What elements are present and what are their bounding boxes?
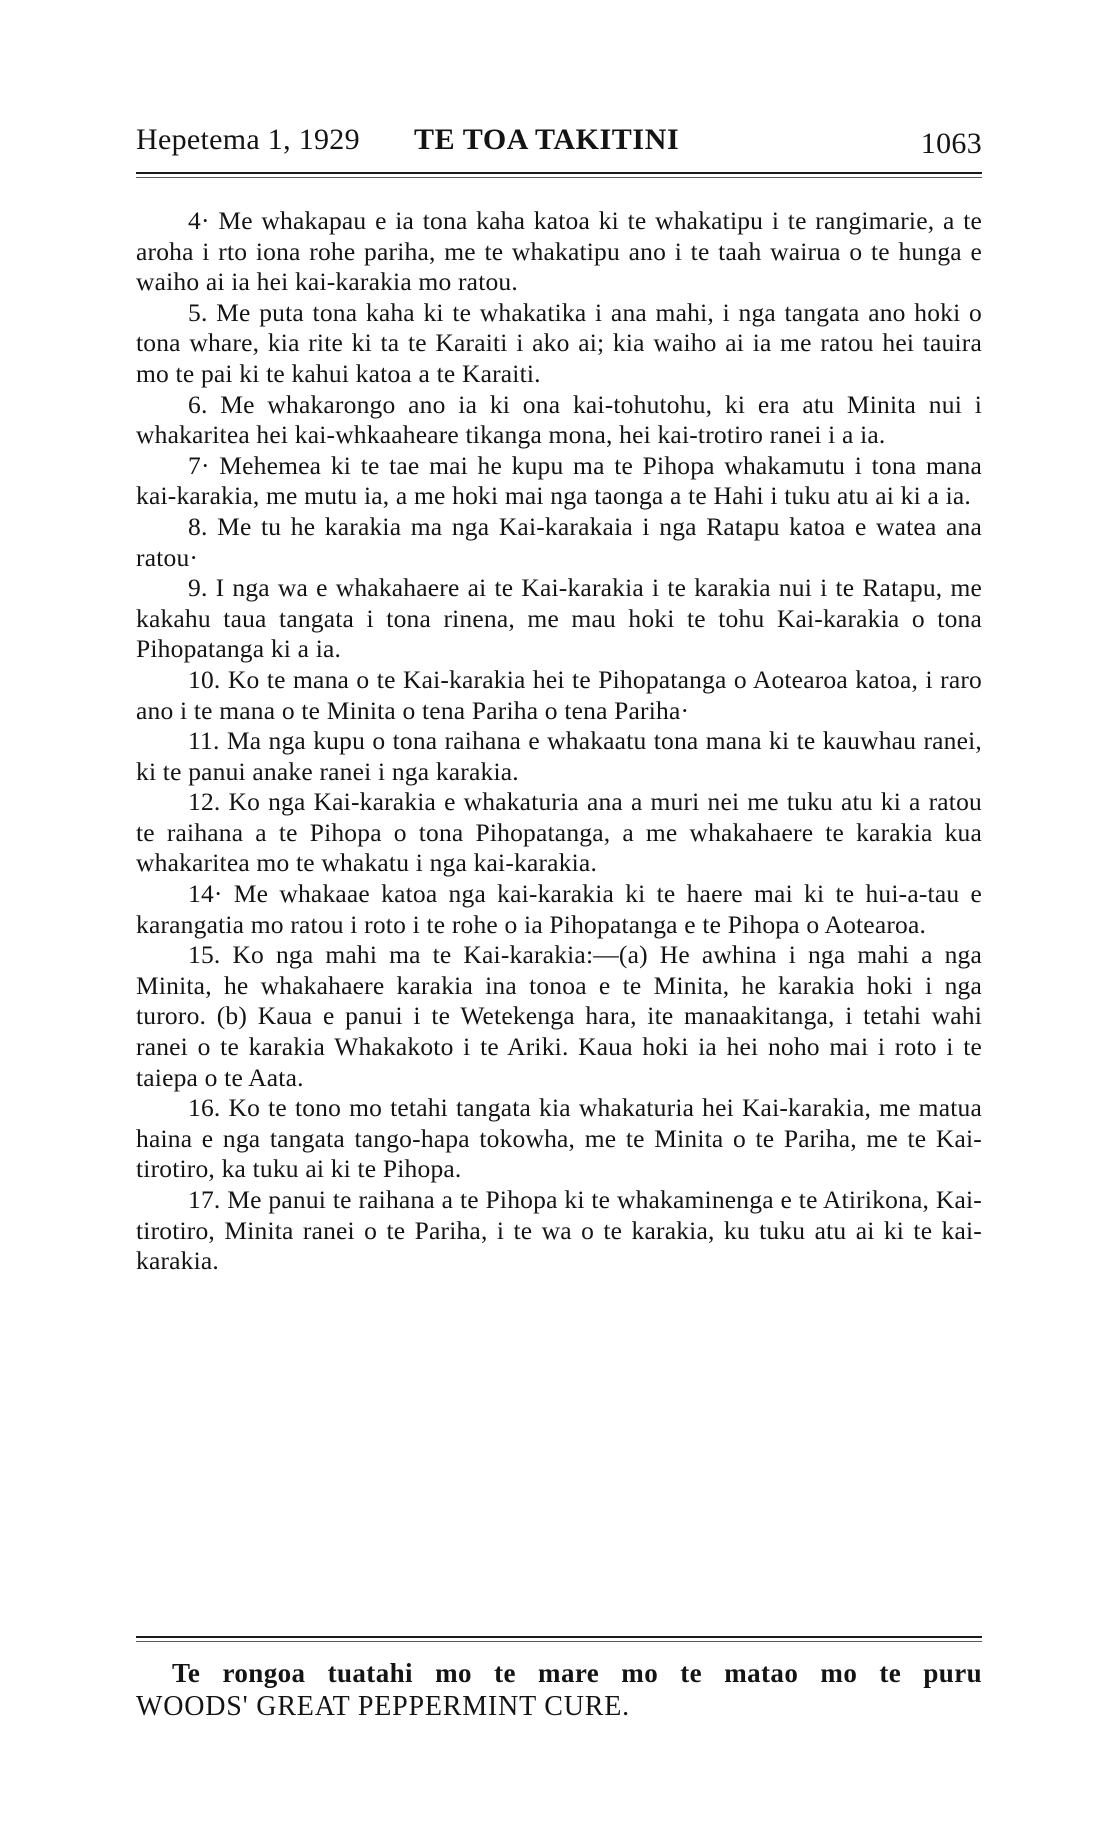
paragraph-15: 15. Ko nga mahi ma te Kai-karakia:—(a) He awhina i nga mahi a nga Minita, he whakahaere karakia ina tonoa e te Minita, he karakia hoki i nga turoro. (b) Kaua e panui i te Wetekenga hara, ite manaakitanga, i tetahi wahi ranei o te karakia Whakakoto i te Ariki. Kaua hoki ia hei noho mai i roto i te taiepa o te Aata. [136, 940, 982, 1092]
advert-product-name: WOODS' GREAT PEPPERMINT CURE. [136, 1691, 630, 1722]
paragraph-14: 14· Me whakaae katoa nga kai-karakia ki te haere mai ki te hui-a-tau e karangatia mo ratou i roto i te rohe o ia Pihopatanga e te Pihopa o Aotearoa. [136, 879, 982, 939]
paragraph-16: 16. Ko te tono mo tetahi tangata kia whakaturia hei Kai-karakia, me matua haina e nga tangata tango-hapa tokowha, me te Minita o te Pariha, me te Kai-tirotiro, ka tuku ai ki te Pihopa. [136, 1093, 982, 1184]
advertisement [136, 1656, 982, 1724]
article-body [136, 206, 982, 1277]
paragraph-10: 10. Ko te mana o te Kai-karakia hei te Pihopatanga o Aotearoa katoa, i raro ano i te mana o te Minita o tena Pariha o tena Pariha· [136, 664, 982, 725]
paragraph-12: 12. Ko nga Kai-karakia e whakaturia ana a muri nei me tuku atu ki a ratou te raihana a te Pihopa o tona Pihopatanga, a me whakahaere te karakia kua whakaritea mo te whakatu i nga kai-karakia. [136, 787, 982, 878]
paragraph-11: 11. Ma nga kupu o tona raihana e whakaatu tona mana ki te kauwhau ranei, ki te panui anake ranei i nga karakia. [136, 726, 982, 786]
paragraph-17: 17. Me panui te raihana a te Pihopa ki te whakaminenga e te Atirikona, Kai-tirotiro, Minita ranei o te Pariha, i te wa o te karakia, ku tuku atu ai ki te kai-karakia. [136, 1185, 982, 1276]
header-date: Hepetema 1, 1929 [136, 123, 360, 156]
paragraph-9: 9. I nga wa e whakahaere ai te Kai-karakia i te karakia nui i te Ratapu, me kakahu taua tangata i tona rinena, me mau hoki te tohu Kai-karakia o tona Pihopatanga ki a ia. [136, 573, 982, 664]
paragraph-5: 5. Me puta tona kaha ki te whakatika i ana mahi, i nga tangata ano hoki o tona whare, kia rite ki ta te Karaiti i ako ai; kia waiho ai ia me ratou hei tauira mo te pai ki te kahui katoa a te Karaiti. [136, 297, 982, 388]
advert-divider-thin [136, 1641, 982, 1642]
paragraph-7: 7· Mehemea ki te tae mai he kupu ma te Pihopa whakamutu i tona mana kai-karakia, me mutu ia, a me hoki mai nga taonga a te Hahi i tuku atu ai ki a ia. [136, 450, 982, 511]
page-header [136, 118, 982, 162]
paragraph-4: 4· Me whakapau e ia tona kaha katoa ki te whakatipu i te rangimarie, a te aroha i rto iona rohe pariha, me te whakatipu ano i te taah wairua o te hunga e waiho ai ia hei kai-karakia mo ratou. [136, 206, 982, 297]
header-divider-thin [136, 177, 982, 178]
page-number: 1063 [920, 127, 982, 160]
paragraph-6: 6. Me whakarongo ano ia ki ona kai-tohutohu, ki era atu Minita nui i whakaritea hei kai-whkaaheare tikanga mona, hei kai-trotiro ranei i a ia. [136, 389, 982, 450]
publication-title: TE TOA TAKITINI [414, 123, 680, 156]
header-divider [136, 172, 982, 174]
paragraph-8: 8. Me tu he karakia ma nga Kai-karakaia i nga Ratapu katoa e watea ana ratou· [136, 511, 982, 572]
advert-divider [136, 1636, 982, 1638]
advert-tagline: Te rongoa tuatahi mo te mare mo te matao mo te puru [172, 1658, 982, 1688]
